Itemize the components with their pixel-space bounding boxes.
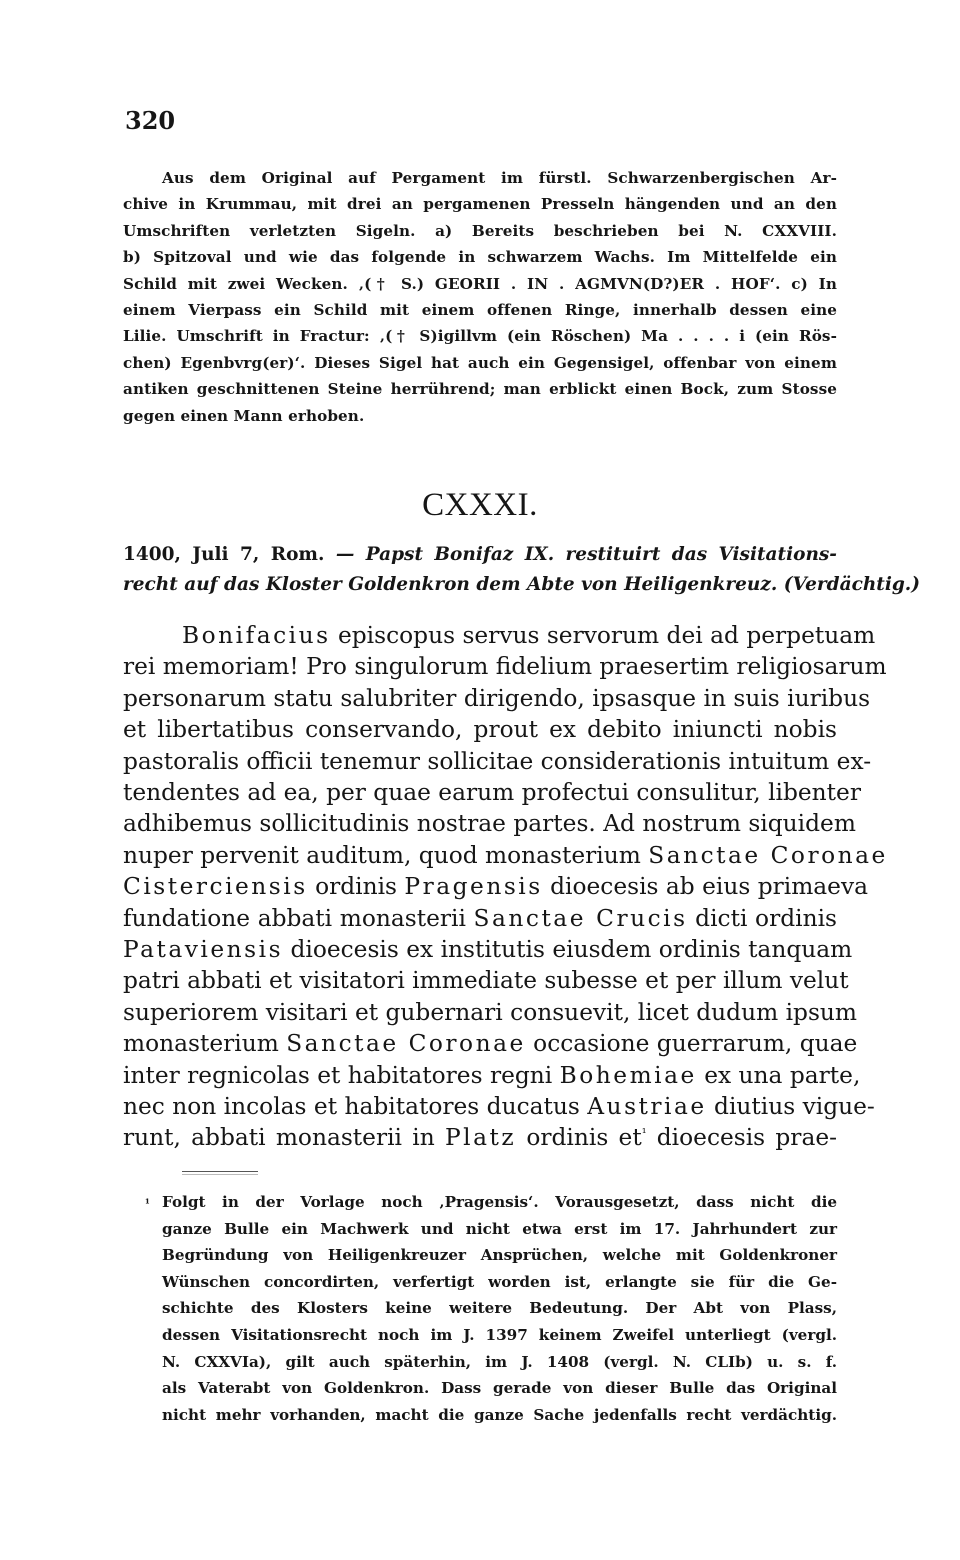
preface-line: chive in Krummau, mit drei an pergamenen Presseln hängenden und an den xyxy=(123,195,837,214)
document-number: CXXXI. xyxy=(422,487,538,523)
footnote-line: Folgt in der Vorlage noch ‚Pragensis‘. Vorausgesetzt, dass nicht die xyxy=(162,1193,837,1211)
text-segment: nec non incolas et habitatores ducatus xyxy=(123,1093,588,1120)
text-segment: dioecesis ab eius primaeva xyxy=(542,873,869,901)
text-segment: dioecesis ex institutis eiusdem ordinis tanquam xyxy=(283,936,853,963)
page-number: 320 xyxy=(125,106,176,135)
spaced-name: Bonifacius xyxy=(182,622,331,649)
text-segment: adhibemus sollicitudinis nostrae partes. Ad nostrum siquidem xyxy=(123,810,856,838)
text-segment: personarum statu salubriter dirigendo, ipsasque in suis iuribus xyxy=(123,684,871,712)
preface-line: gegen einen Mann erhoben. xyxy=(123,406,365,425)
spaced-name: Platz xyxy=(444,1124,517,1152)
charter-line xyxy=(123,747,872,775)
text-segment: diutius vigue- xyxy=(706,1093,875,1120)
charter-line xyxy=(123,998,858,1026)
footnote-line: ganze Bulle ein Machwerk und nicht etwa erst im 17. Jahrhundert zur xyxy=(162,1219,837,1238)
text-segment: ¹ xyxy=(641,1126,647,1141)
preface-line: Aus dem Original auf Pergament im fürstl. Schwarzenbergischen Ar- xyxy=(162,169,837,187)
footnote-line: nicht mehr vorhanden, macht die ganze Sache jedenfalls recht verdächtig. xyxy=(162,1405,837,1424)
spaced-name: Sanctae Coronae xyxy=(648,841,888,869)
footnote-line: Wünschen concordirten, verfertigt worden ist, erlangte sie für die Ge- xyxy=(162,1272,837,1291)
preface-line: b) Spitzoval und wie das folgende in schwarzem Wachs. Im Mittelfelde ein xyxy=(123,248,837,267)
preface-line: einem Vierpass ein Schild mit einem offenen Ringe, innerhalb dessen eine xyxy=(123,301,837,319)
footnote-marker: ¹ xyxy=(145,1197,150,1210)
regest-line-1 xyxy=(123,544,837,565)
text-segment: tendentes ad ea, per quae earum profectui consulitur, libenter xyxy=(123,779,861,806)
text-segment: nuper pervenit auditum, quod monasterium xyxy=(123,841,649,869)
spaced-name: Pragensis xyxy=(404,873,543,901)
text-segment: ordinis xyxy=(307,873,405,901)
spaced-name: Sanctae Crucis xyxy=(473,904,688,932)
spaced-name: Cisterciensis xyxy=(123,873,308,901)
charter-line xyxy=(123,936,853,963)
regest-date: 1400, Juli 7, Rom. xyxy=(123,544,325,565)
charter-line xyxy=(123,1061,861,1089)
charter-line xyxy=(123,810,856,838)
footnote-line: dessen Visitationsrecht noch im J. 1397 keinem Zweifel unterliegt (vergl. xyxy=(162,1326,837,1344)
text-segment: dicti ordinis xyxy=(687,904,837,932)
preface-line: Schild mit zwei Wecken. ‚(† S.) GEORII . IN . AGMVN(D?)ER . HOF‘. c) In xyxy=(123,274,837,293)
charter-line xyxy=(123,716,837,743)
preface-line: chen) Egenbvrg(er)‘. Dieses Sigel hat auch ein Gegensigel, offenbar von einem xyxy=(123,353,837,372)
regest-summary-start: — Papst Bonifaz IX. restituirt das Visitations- xyxy=(324,544,837,565)
text-segment: dioecesis prae- xyxy=(646,1124,837,1152)
spaced-name: Pataviensis xyxy=(123,936,284,963)
preface-line: antiken geschnittenen Steine herrührend; man erblickt einen Bock, zum Stosse xyxy=(123,380,837,399)
text-segment: inter regnicolas et habitatores regni xyxy=(123,1061,560,1089)
charter-line xyxy=(123,841,888,869)
text-segment: ordinis et xyxy=(516,1124,642,1152)
footnote-separator xyxy=(182,1171,258,1175)
charter-line xyxy=(123,684,871,712)
charter-line xyxy=(123,873,869,901)
charter-line xyxy=(123,1124,837,1151)
charter-line xyxy=(123,967,849,995)
preface-line: Umschriften verletzten Sigeln. a) Bereits beschrieben bei N. CXXVIII. xyxy=(123,221,837,240)
text-segment: superiorem visitari et gubernari consuevit, licet dudum ipsum xyxy=(123,998,858,1026)
text-segment: fundatione abbati monasterii xyxy=(123,904,474,932)
charter-line xyxy=(123,1030,858,1058)
footnote-line: Begründung von Heiligenkreuzer Ansprüchen, welche mit Goldenkroner xyxy=(162,1246,837,1265)
charter-line xyxy=(182,622,876,649)
regest-line-2: recht auf das Kloster Goldenkron dem Abte von Heiligenkreuz. (Verdächtig.) xyxy=(123,574,920,595)
charter-line xyxy=(123,779,861,806)
text-segment: et libertatibus conservando, prout ex debito iniuncti nobis xyxy=(123,716,837,744)
spaced-name: Sanctae Coronae xyxy=(286,1030,526,1058)
text-segment: runt, abbati monasterii in xyxy=(123,1124,445,1152)
text-segment: episcopus servus servorum dei ad perpetuam xyxy=(330,622,876,649)
spaced-name: Austriae xyxy=(587,1093,707,1120)
charter-line xyxy=(123,905,837,932)
charter-line xyxy=(123,653,887,681)
spaced-name: Bohemiae xyxy=(559,1061,697,1089)
charter-line xyxy=(123,1093,875,1120)
preface-line: Lilie. Umschrift in Fractur: ‚(† S)igillvm (ein Röschen) Ma . . . . i (ein Rös- xyxy=(123,327,837,346)
text-segment: patri abbati et visitatori immediate subesse et per illum velut xyxy=(123,967,849,995)
text-segment: rei memoriam! Pro singulorum fidelium praesertim religiosarum xyxy=(123,653,887,681)
text-segment: ex una parte, xyxy=(696,1061,861,1089)
text-segment: occasione guerrarum, quae xyxy=(525,1030,858,1058)
footnote-line: schichte des Klosters keine weitere Bedeutung. Der Abt von Plass, xyxy=(162,1299,837,1318)
text-segment: monasterium xyxy=(123,1030,287,1058)
text-segment: pastoralis officii tenemur sollicitae considerationis intuitum ex- xyxy=(123,747,872,775)
footnote-line: als Vaterabt von Goldenkron. Dass gerade von dieser Bulle das Original xyxy=(162,1379,837,1398)
footnote-line: N. CXXVIa), gilt auch späterhin, im J. 1408 (vergl. N. CLIb) u. s. f. xyxy=(162,1352,837,1371)
